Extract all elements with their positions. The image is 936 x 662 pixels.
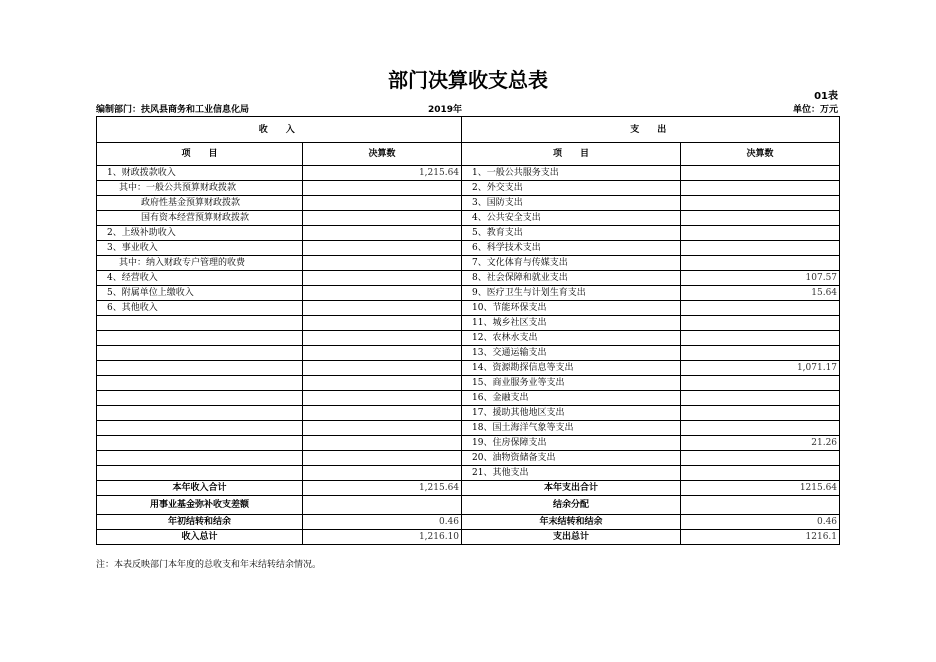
expense-amount-cell bbox=[681, 331, 840, 346]
income-amount-cell bbox=[303, 406, 462, 421]
table-row bbox=[97, 451, 840, 466]
expense-item-cell: 11、城乡社区支出 bbox=[462, 316, 681, 331]
expense-amount-header: 决算数 bbox=[681, 143, 840, 166]
income-amount-cell bbox=[303, 256, 462, 271]
expense-amount-cell bbox=[681, 391, 840, 406]
summary-expense-amount: 1215.64 bbox=[681, 481, 840, 496]
expense-item-cell: 9、医疗卫生与计划生育支出 bbox=[462, 286, 681, 301]
table-row bbox=[97, 421, 840, 436]
table-row bbox=[97, 301, 840, 316]
budget-table bbox=[96, 116, 840, 545]
expense-amount-cell: 1,071.17 bbox=[681, 361, 840, 376]
income-item-cell: 国有资本经营预算财政拨款 bbox=[97, 211, 303, 226]
summary-income-amount: 0.46 bbox=[303, 515, 462, 530]
income-item-cell bbox=[97, 436, 303, 451]
income-item-cell bbox=[97, 421, 303, 436]
expense-amount-cell bbox=[681, 316, 840, 331]
expense-item-cell: 2、外交支出 bbox=[462, 181, 681, 196]
summary-expense-label: 年末结转和结余 bbox=[462, 515, 681, 530]
summary-expense-label: 结余分配 bbox=[462, 496, 681, 515]
summary-expense-label: 支出总计 bbox=[462, 530, 681, 545]
summary-income-label: 用事业基金弥补收支差额 bbox=[97, 496, 303, 515]
year-label: 2019年 bbox=[428, 105, 463, 115]
income-amount-cell bbox=[303, 286, 462, 301]
table-row bbox=[97, 316, 840, 331]
expense-item-cell: 4、公共安全支出 bbox=[462, 211, 681, 226]
expense-amount-cell bbox=[681, 346, 840, 361]
income-item-cell bbox=[97, 316, 303, 331]
expense-amount-cell: 15.64 bbox=[681, 286, 840, 301]
expense-item-cell: 13、交通运输支出 bbox=[462, 346, 681, 361]
income-header: 收 入 bbox=[97, 117, 462, 143]
expense-item-cell: 6、科学技术支出 bbox=[462, 241, 681, 256]
table-row bbox=[97, 211, 840, 226]
table-row bbox=[97, 226, 840, 241]
income-amount-cell bbox=[303, 241, 462, 256]
department-label: 编制部门：扶风县商务和工业信息化局 bbox=[96, 105, 250, 115]
income-item-cell bbox=[97, 376, 303, 391]
table-row bbox=[97, 466, 840, 481]
income-amount-cell bbox=[303, 466, 462, 481]
income-item-cell: 3、事业收入 bbox=[97, 241, 303, 256]
income-item-cell: 其中：纳入财政专户管理的收费 bbox=[97, 256, 303, 271]
expense-item-cell: 15、商业服务业等支出 bbox=[462, 376, 681, 391]
expense-item-cell: 14、资源勘探信息等支出 bbox=[462, 361, 681, 376]
income-amount-cell bbox=[303, 211, 462, 226]
summary-expense-label: 本年支出合计 bbox=[462, 481, 681, 496]
section-header-row bbox=[97, 117, 840, 143]
expense-item-cell: 19、住房保障支出 bbox=[462, 436, 681, 451]
income-amount-cell: 1,215.64 bbox=[303, 166, 462, 181]
income-item-cell: 5、附属单位上缴收入 bbox=[97, 286, 303, 301]
unit-label: 单位：万元 bbox=[792, 105, 838, 115]
summary-income-label: 年初结转和结余 bbox=[97, 515, 303, 530]
income-item-header: 项 目 bbox=[97, 143, 303, 166]
summary-row bbox=[97, 530, 840, 545]
income-item-cell: 1、财政拨款收入 bbox=[97, 166, 303, 181]
income-amount-cell bbox=[303, 196, 462, 211]
expense-amount-cell bbox=[681, 241, 840, 256]
income-amount-cell bbox=[303, 301, 462, 316]
income-amount-cell bbox=[303, 316, 462, 331]
table-note: 注：本表反映部门本年度的总收支和年末结转结余情况。 bbox=[96, 560, 322, 570]
expense-amount-cell bbox=[681, 301, 840, 316]
expense-item-cell: 8、社会保障和就业支出 bbox=[462, 271, 681, 286]
table-row bbox=[97, 196, 840, 211]
summary-income-amount bbox=[303, 496, 462, 515]
expense-item-cell: 18、国土海洋气象等支出 bbox=[462, 421, 681, 436]
expense-amount-cell bbox=[681, 451, 840, 466]
income-amount-cell bbox=[303, 331, 462, 346]
expense-item-cell: 1、一般公共服务支出 bbox=[462, 166, 681, 181]
summary-expense-amount bbox=[681, 496, 840, 515]
income-item-cell bbox=[97, 391, 303, 406]
expense-amount-cell bbox=[681, 256, 840, 271]
income-item-cell bbox=[97, 451, 303, 466]
summary-row bbox=[97, 515, 840, 530]
summary-expense-amount: 0.46 bbox=[681, 515, 840, 530]
income-item-cell bbox=[97, 406, 303, 421]
income-item-cell bbox=[97, 331, 303, 346]
income-amount-cell bbox=[303, 391, 462, 406]
table-row bbox=[97, 166, 840, 181]
table-row bbox=[97, 346, 840, 361]
income-item-cell bbox=[97, 361, 303, 376]
expense-amount-cell bbox=[681, 226, 840, 241]
column-header-row bbox=[97, 143, 840, 166]
expense-amount-cell bbox=[681, 211, 840, 226]
income-item-cell bbox=[97, 466, 303, 481]
summary-income-amount: 1,216.10 bbox=[303, 530, 462, 545]
table-row bbox=[97, 331, 840, 346]
expense-amount-cell bbox=[681, 166, 840, 181]
table-row bbox=[97, 361, 840, 376]
form-code: 01表 bbox=[814, 91, 838, 102]
income-amount-header: 决算数 bbox=[303, 143, 462, 166]
expense-item-cell: 16、金融支出 bbox=[462, 391, 681, 406]
income-amount-cell bbox=[303, 421, 462, 436]
expense-amount-cell bbox=[681, 406, 840, 421]
expense-item-cell: 3、国防支出 bbox=[462, 196, 681, 211]
income-amount-cell bbox=[303, 376, 462, 391]
report-title: 部门决算收支总表 bbox=[388, 68, 548, 92]
report-meta bbox=[96, 102, 838, 116]
table-row bbox=[97, 376, 840, 391]
expense-amount-cell bbox=[681, 376, 840, 391]
table-row bbox=[97, 436, 840, 451]
income-amount-cell bbox=[303, 181, 462, 196]
expense-item-cell: 7、文化体育与传媒支出 bbox=[462, 256, 681, 271]
expense-item-cell: 10、节能环保支出 bbox=[462, 301, 681, 316]
expense-item-cell: 5、教育支出 bbox=[462, 226, 681, 241]
income-amount-cell bbox=[303, 271, 462, 286]
table-row bbox=[97, 391, 840, 406]
income-amount-cell bbox=[303, 346, 462, 361]
table-row bbox=[97, 256, 840, 271]
income-item-cell: 政府性基金预算财政拨款 bbox=[97, 196, 303, 211]
income-item-cell bbox=[97, 346, 303, 361]
table-row bbox=[97, 181, 840, 196]
expense-amount-cell: 21.26 bbox=[681, 436, 840, 451]
expense-amount-cell bbox=[681, 421, 840, 436]
table-row bbox=[97, 286, 840, 301]
income-amount-cell bbox=[303, 436, 462, 451]
table-row bbox=[97, 271, 840, 286]
expense-item-header: 项 目 bbox=[462, 143, 681, 166]
income-amount-cell bbox=[303, 361, 462, 376]
summary-row bbox=[97, 496, 840, 515]
expense-amount-cell bbox=[681, 181, 840, 196]
summary-row bbox=[97, 481, 840, 496]
income-amount-cell bbox=[303, 226, 462, 241]
expense-item-cell: 20、油物资储备支出 bbox=[462, 451, 681, 466]
summary-expense-amount: 1216.1 bbox=[681, 530, 840, 545]
income-item-cell: 6、其他收入 bbox=[97, 301, 303, 316]
expense-item-cell: 17、援助其他地区支出 bbox=[462, 406, 681, 421]
income-item-cell: 2、上级补助收入 bbox=[97, 226, 303, 241]
expense-amount-cell bbox=[681, 196, 840, 211]
expense-item-cell: 12、农林水支出 bbox=[462, 331, 681, 346]
summary-income-label: 收入总计 bbox=[97, 530, 303, 545]
expense-header: 支 出 bbox=[462, 117, 840, 143]
income-amount-cell bbox=[303, 451, 462, 466]
expense-item-cell: 21、其他支出 bbox=[462, 466, 681, 481]
expense-amount-cell: 107.57 bbox=[681, 271, 840, 286]
summary-income-label: 本年收入合计 bbox=[97, 481, 303, 496]
income-item-cell: 其中：一般公共预算财政拨款 bbox=[97, 181, 303, 196]
expense-amount-cell bbox=[681, 466, 840, 481]
summary-income-amount: 1,215.64 bbox=[303, 481, 462, 496]
table-row bbox=[97, 241, 840, 256]
table-row bbox=[97, 406, 840, 421]
income-item-cell: 4、经营收入 bbox=[97, 271, 303, 286]
